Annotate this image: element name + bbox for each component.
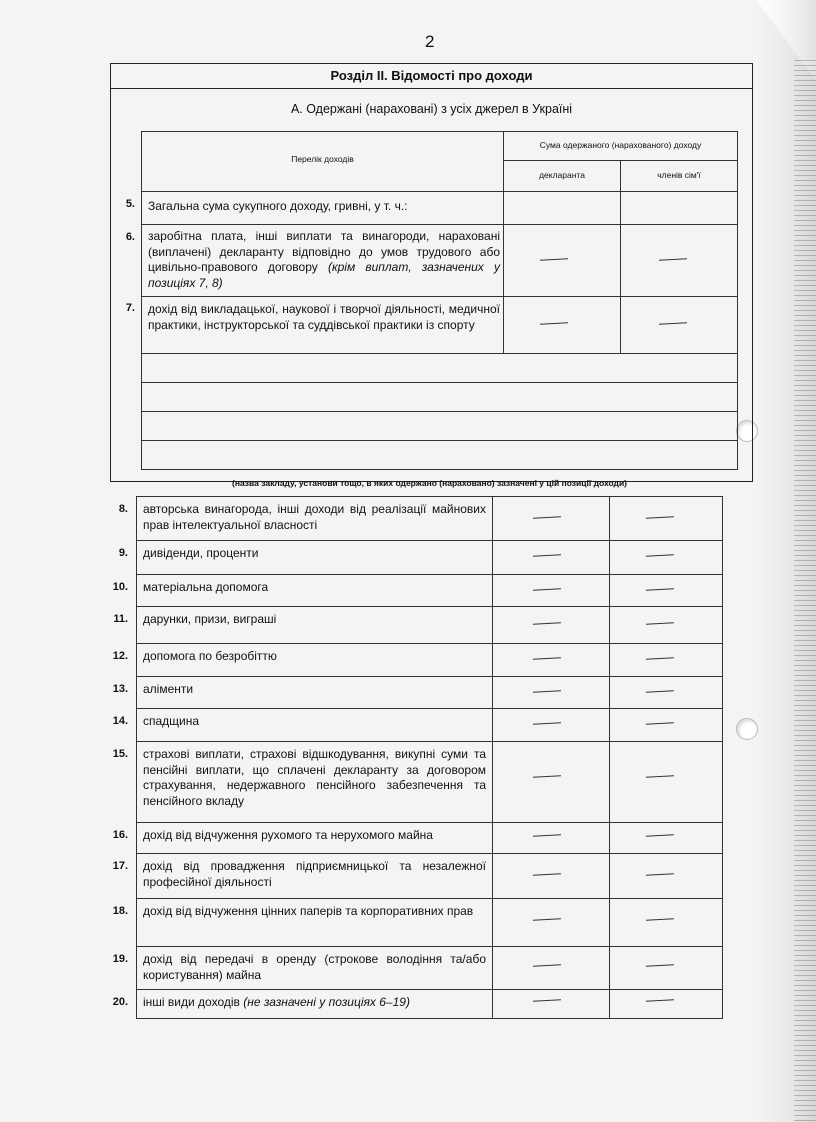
row-text bbox=[143, 546, 486, 562]
dash-mark bbox=[646, 554, 674, 558]
header-family: членів сім'ї bbox=[657, 170, 701, 180]
table-row bbox=[136, 540, 493, 575]
row-text bbox=[143, 995, 486, 1011]
dash-mark bbox=[533, 690, 561, 694]
row-text-main: інші види доходів bbox=[143, 995, 240, 1009]
row-text-main: аліменти bbox=[143, 682, 194, 696]
declarant-value-cell bbox=[492, 540, 610, 575]
row-number: 12. bbox=[112, 650, 128, 662]
declarant-value-cell bbox=[492, 574, 610, 607]
header-family-cell bbox=[620, 160, 738, 192]
row-text bbox=[148, 229, 500, 291]
row-number: 19. bbox=[112, 953, 128, 965]
table-row bbox=[136, 898, 493, 947]
dash-mark bbox=[659, 258, 687, 262]
row-text bbox=[143, 714, 486, 730]
row-text bbox=[143, 649, 486, 665]
row-text bbox=[143, 747, 486, 809]
header-sum-cell bbox=[503, 131, 738, 161]
header-sum: Сума одержаного (нарахованого) доходу bbox=[539, 140, 702, 150]
row-text-note: (не зазначені у позиціях 6–19) bbox=[243, 995, 410, 1009]
row-number: 7. bbox=[125, 302, 135, 314]
family-value-cell bbox=[609, 946, 723, 990]
row-text bbox=[143, 502, 486, 533]
row-number: 15. bbox=[112, 748, 128, 760]
table-row bbox=[141, 224, 504, 297]
row-text-main: дохід від відчуження рухомого та нерухомого майна bbox=[143, 828, 433, 842]
row-text bbox=[143, 859, 486, 890]
row-number: 9. bbox=[118, 547, 128, 559]
family-value-cell bbox=[620, 224, 738, 297]
section-frame bbox=[110, 63, 753, 482]
table-row bbox=[136, 708, 493, 742]
row-text: дохід від викладацької, наукової і творчої діяльності, медичної практики, інструкторської та суддівської практики із спорту bbox=[148, 302, 500, 332]
table-row bbox=[136, 606, 493, 644]
table-row bbox=[136, 822, 493, 854]
family-value-cell bbox=[609, 574, 723, 607]
institution-footnote: (назва закладу, установи тощо, в яких одержано (нараховано) зазначені у цій позиції доходи) bbox=[232, 478, 627, 488]
table-row bbox=[136, 496, 493, 541]
subheading: А. Одержані (нараховані) з усіх джерел в Україні bbox=[290, 102, 573, 116]
declarant-value-cell bbox=[492, 676, 610, 709]
dash-mark bbox=[533, 516, 561, 520]
table-row bbox=[136, 676, 493, 709]
table-row bbox=[136, 946, 493, 990]
dash-mark bbox=[646, 516, 674, 520]
dash-mark bbox=[533, 918, 561, 922]
row-text-main: дохід від провадження підприємницької та незалежної професійної діяльності bbox=[143, 859, 486, 889]
row-number: 14. bbox=[112, 715, 128, 727]
family-value-cell bbox=[609, 741, 723, 823]
table-row bbox=[136, 574, 493, 607]
declarant-value-cell bbox=[492, 643, 610, 677]
institution-line bbox=[141, 440, 738, 470]
table-row bbox=[141, 191, 504, 225]
row-text-main: страхові виплати, страхові відшкодування, викупні суми та пенсійні виплати, що сплачені декларанту за договором страхування, недержавного пенсійного забезпечення та пенсійного вкладу bbox=[143, 747, 486, 808]
dash-mark bbox=[646, 690, 674, 694]
dash-mark bbox=[533, 999, 561, 1003]
row-number: 10. bbox=[112, 581, 128, 593]
row-text bbox=[143, 828, 486, 844]
row-number: 11. bbox=[113, 613, 128, 625]
row-number: 8. bbox=[118, 503, 128, 515]
declarant-value-cell bbox=[492, 898, 610, 947]
table-row bbox=[136, 989, 493, 1019]
declarant-value-cell bbox=[492, 822, 610, 854]
institution-line bbox=[141, 382, 738, 412]
declarant-value-cell bbox=[492, 496, 610, 541]
family-value-cell bbox=[609, 822, 723, 854]
row-text-main: дивіденди, проценти bbox=[143, 546, 259, 560]
row-number: 16. bbox=[112, 829, 128, 841]
row-text bbox=[143, 580, 486, 596]
dash-mark bbox=[646, 834, 674, 838]
family-value-cell bbox=[609, 898, 723, 947]
row-text-note: (крім виплат, зазначених у позиціях 7, 8) bbox=[148, 260, 500, 290]
dash-mark bbox=[646, 657, 674, 661]
row-number: 6. bbox=[125, 231, 135, 243]
row-number: 20. bbox=[112, 996, 128, 1008]
row-number: 5. bbox=[125, 198, 135, 210]
row-text-main: матеріальна допомога bbox=[143, 580, 269, 594]
dash-mark bbox=[646, 999, 674, 1003]
row-number: 13. bbox=[112, 683, 128, 695]
institution-line bbox=[141, 411, 738, 441]
family-value-cell bbox=[609, 676, 723, 709]
table-row bbox=[136, 741, 493, 823]
declarant-value-cell bbox=[492, 708, 610, 742]
row-text-main: дарунки, призи, виграші bbox=[143, 612, 277, 626]
dash-mark bbox=[533, 722, 561, 726]
declarant-value-cell bbox=[492, 946, 610, 990]
row-text bbox=[143, 682, 486, 698]
dash-mark bbox=[646, 622, 674, 626]
table-row bbox=[141, 296, 504, 354]
dash-mark bbox=[646, 918, 674, 922]
dash-mark bbox=[533, 657, 561, 661]
declarant-value-cell bbox=[503, 191, 621, 225]
row-text-main: дохід від передачі в оренду (строкове володіння та/або користування) майна bbox=[143, 952, 486, 982]
dash-mark bbox=[533, 873, 561, 877]
declarant-value-cell bbox=[503, 296, 621, 354]
row-text-main: дохід від відчуження цінних паперів та корпоративних прав bbox=[143, 904, 474, 918]
dash-mark bbox=[646, 775, 674, 779]
family-value-cell bbox=[609, 708, 723, 742]
section-title: Розділ ІІ. Відомості про доходи bbox=[111, 64, 752, 89]
table-row bbox=[136, 643, 493, 677]
dash-mark bbox=[533, 554, 561, 558]
dash-mark bbox=[533, 588, 561, 592]
family-value-cell bbox=[620, 191, 738, 225]
dash-mark bbox=[533, 775, 561, 779]
family-value-cell bbox=[609, 496, 723, 541]
institution-line bbox=[141, 353, 738, 383]
row-text-main: заробітна плата, інші виплати та винагороди, нараховані (виплачені) декларанту відповідно до умов трудового або цивільно-правового договору bbox=[148, 229, 500, 274]
header-income-list-cell bbox=[141, 131, 504, 192]
dash-mark bbox=[646, 722, 674, 726]
family-value-cell bbox=[620, 296, 738, 354]
dash-mark bbox=[646, 873, 674, 877]
family-value-cell bbox=[609, 853, 723, 899]
declarant-value-cell bbox=[492, 853, 610, 899]
dash-mark bbox=[646, 964, 674, 968]
dash-mark bbox=[533, 964, 561, 968]
row-text bbox=[143, 612, 486, 628]
row-text: Загальна сума сукупного доходу, гривні, у т. ч.: bbox=[148, 199, 408, 213]
header-income-list: Перелік доходів bbox=[291, 154, 354, 164]
family-value-cell bbox=[609, 606, 723, 644]
row-text-main: спадщина bbox=[143, 714, 200, 728]
dash-mark bbox=[533, 622, 561, 626]
dash-mark bbox=[533, 834, 561, 838]
family-value-cell bbox=[609, 989, 723, 1019]
binding-edge bbox=[794, 60, 816, 1122]
header-declarant: декларанта bbox=[539, 170, 585, 180]
declarant-value-cell bbox=[492, 741, 610, 823]
row-text-main: авторська винагорода, інші доходи від реалізації майнових прав інтелектуальної власності bbox=[143, 502, 486, 532]
punch-hole-bottom bbox=[736, 718, 758, 740]
declarant-value-cell bbox=[492, 606, 610, 644]
declarant-value-cell bbox=[492, 989, 610, 1019]
row-text bbox=[143, 904, 486, 920]
family-value-cell bbox=[609, 643, 723, 677]
dash-mark bbox=[540, 258, 568, 262]
page-number: 2 bbox=[425, 32, 435, 51]
dash-mark bbox=[659, 322, 687, 326]
header-declarant-cell bbox=[503, 160, 621, 192]
dash-mark bbox=[646, 588, 674, 592]
row-number: 18. bbox=[112, 905, 128, 917]
table-row bbox=[136, 853, 493, 899]
family-value-cell bbox=[609, 540, 723, 575]
declarant-value-cell bbox=[503, 224, 621, 297]
dash-mark bbox=[540, 322, 568, 326]
row-number: 17. bbox=[112, 860, 128, 872]
row-text-main: допомога по безробіттю bbox=[143, 649, 277, 663]
row-text bbox=[143, 952, 486, 983]
